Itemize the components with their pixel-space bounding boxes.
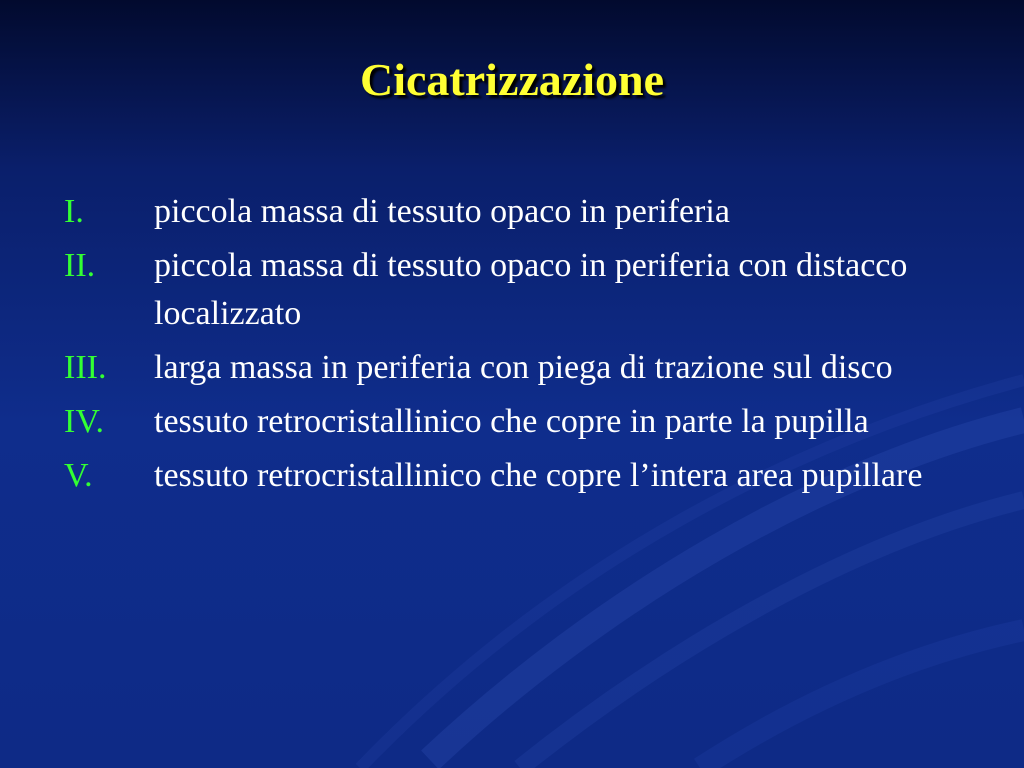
slide-title: Cicatrizzazione [360,54,664,105]
list-item-text: tessuto retrocristallinico che copre l’intera area pupillare [154,457,923,494]
list-item-text: tessuto retrocristallinico che copre in parte la pupilla [154,403,869,440]
list-item-text: larga massa in periferia con piega di trazione sul disco [154,349,893,386]
numbered-list [64,188,964,506]
list-item-numeral: III. [64,349,107,386]
list-item-text: piccola massa di tessuto opaco in periferia [154,193,730,230]
list-item [64,242,964,338]
list-item-numeral: II. [64,247,96,284]
list-item-numeral: I. [64,193,84,230]
list-item-numeral: V. [64,457,93,494]
list-item [64,452,964,500]
list-item [64,344,964,392]
list-item-numeral: IV. [64,403,104,440]
list-item [64,398,964,446]
list-item [64,188,964,236]
list-item-text: piccola massa di tessuto opaco in periferia con distacco localizzato [154,247,908,332]
